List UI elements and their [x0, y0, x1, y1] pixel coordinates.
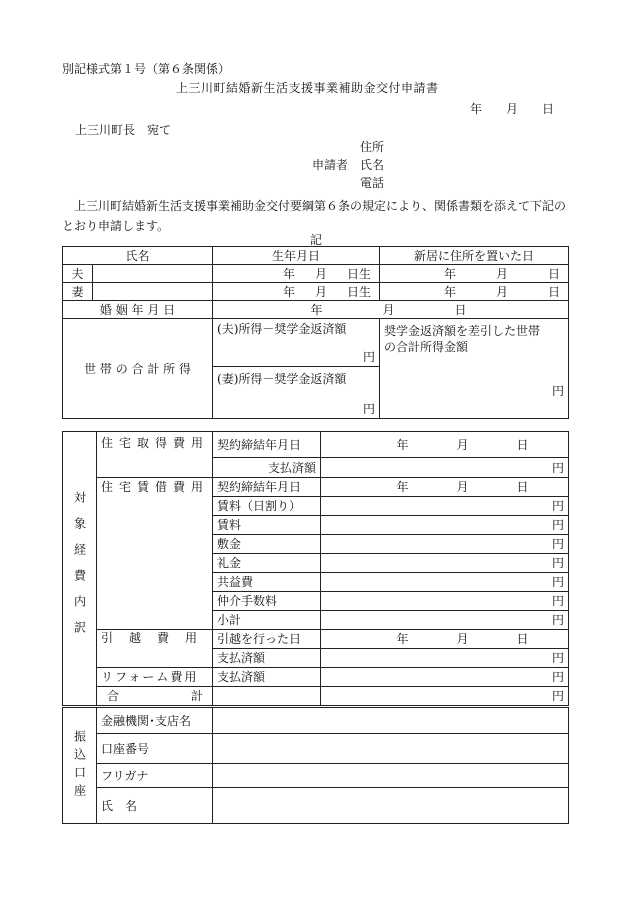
account-number-label: 口座番号: [97, 734, 213, 764]
rent-field[interactable]: [321, 516, 569, 535]
year-label: 年: [396, 632, 409, 646]
yen-label: 円: [551, 499, 564, 513]
month-label: 月: [456, 437, 469, 452]
husband-label: 夫: [63, 265, 93, 283]
applicant-label: 申請者: [312, 158, 349, 172]
wife-move-in-field[interactable]: [380, 283, 569, 301]
rent-label: 賃料: [213, 516, 321, 535]
phone-label: 電話: [360, 176, 385, 190]
bank-branch-label: 金融機関･支店名: [97, 708, 213, 734]
net-income-label: 奨学金返済額を差引した世帯の合計所得金額: [384, 324, 541, 354]
day-born-label: 日生: [347, 284, 372, 299]
year-label: 年: [310, 302, 323, 317]
common-fee-field[interactable]: [321, 573, 569, 592]
month-label: 月: [495, 266, 508, 281]
day-born-label: 日生: [347, 266, 372, 281]
year-label: 年: [282, 284, 295, 299]
yen-label: 円: [551, 518, 564, 532]
holder-name-label: 氏 名: [97, 788, 213, 824]
deposit-field[interactable]: [321, 535, 569, 554]
yen-label: 円: [551, 594, 564, 608]
purchase-contract-date-label: 契約締結年月日: [213, 432, 321, 458]
year-label: 年: [396, 480, 409, 494]
applicant-block: [312, 141, 384, 195]
day-label: 日: [516, 437, 529, 452]
month-label: 月: [456, 480, 469, 494]
husband-move-in-field[interactable]: [380, 265, 569, 283]
day-label: 日: [548, 266, 561, 281]
form-number: 別記様式第１号（第６条関係）: [62, 62, 231, 76]
moving-paid-field[interactable]: [321, 649, 569, 668]
wife-income-field[interactable]: [213, 367, 380, 419]
address-label: 住所: [360, 140, 385, 154]
month-label: 月: [314, 266, 327, 281]
year-label: 年: [282, 266, 295, 281]
header-move-in-date: 新居に住所を置いた日: [380, 247, 569, 265]
wife-income-label: (妻)所得－奨学金返済額: [217, 372, 347, 386]
yen-label: 円: [551, 537, 564, 551]
yen-label: 円: [551, 670, 564, 684]
yen-label: 円: [363, 402, 376, 416]
rent-daily-label: 賃料（日割り）: [213, 497, 321, 516]
year-label: 年: [443, 284, 456, 299]
bank-branch-field[interactable]: [213, 708, 569, 734]
month-label: 月: [495, 284, 508, 299]
wife-birthdate-field[interactable]: [213, 283, 380, 301]
yen-label: 円: [552, 384, 565, 398]
housing-purchase-label: 住宅取得費用: [97, 432, 213, 478]
yen-label: 円: [551, 613, 564, 627]
wife-name-field[interactable]: [93, 283, 213, 301]
husband-row: [63, 265, 569, 283]
wife-label: 妻: [63, 283, 93, 301]
total-label: 合計: [97, 687, 213, 706]
net-income-field[interactable]: [380, 319, 569, 419]
moving-label: 引越費用: [97, 630, 213, 668]
holder-name-field[interactable]: [213, 788, 569, 824]
year-label: 年: [443, 266, 456, 281]
purchase-paid-label: 支払済額: [213, 458, 321, 478]
moving-date-label: 引越を行った日: [213, 630, 321, 649]
month-label: 月: [456, 632, 469, 646]
furigana-label: フリガナ: [97, 764, 213, 788]
housing-rent-label: 住宅賃借費用: [97, 478, 213, 630]
addressee: 上三川町長 宛て: [75, 123, 172, 137]
subtotal-field[interactable]: [321, 611, 569, 630]
yen-label: 円: [551, 575, 564, 589]
expense-section-label: 対象経費内訳: [63, 432, 97, 706]
rent-contract-date-field[interactable]: [321, 478, 569, 497]
month-label: 月: [314, 284, 327, 299]
bank-section-label: 振込口座: [63, 708, 97, 824]
header-name: 氏名: [63, 247, 213, 265]
reform-paid-label: 支払済額: [213, 668, 321, 687]
common-fee-label: 共益費: [213, 573, 321, 592]
account-number-field[interactable]: [213, 734, 569, 764]
reform-label: リフォーム費用: [97, 668, 213, 687]
yen-label: 円: [363, 350, 376, 364]
moving-date-field[interactable]: [321, 630, 569, 649]
husband-birthdate-field[interactable]: [213, 265, 380, 283]
brokerage-field[interactable]: [321, 592, 569, 611]
marriage-date-field[interactable]: [213, 301, 569, 319]
furigana-field[interactable]: [213, 764, 569, 788]
household-income-label: 世 帯 の 合 計 所 得: [63, 319, 213, 419]
wife-row: [63, 283, 569, 301]
year-label: 年: [396, 437, 409, 452]
moving-paid-label: 支払済額: [213, 649, 321, 668]
key-money-field[interactable]: [321, 554, 569, 573]
yen-label: 円: [551, 651, 564, 665]
purchase-contract-date-field[interactable]: [321, 432, 569, 458]
husband-income-field[interactable]: [213, 319, 380, 367]
husband-income-label: (夫)所得－奨学金返済額: [217, 322, 347, 336]
name-label: 氏名: [360, 158, 385, 172]
total-field[interactable]: [321, 687, 569, 706]
husband-name-field[interactable]: [93, 265, 213, 283]
deposit-label: 敷金: [213, 535, 321, 554]
day-label: 日: [516, 480, 529, 494]
month-label: 月: [382, 302, 395, 317]
day-label: 日: [454, 302, 467, 317]
marriage-row: [63, 301, 569, 319]
header-birthdate: 生年月日: [213, 247, 380, 265]
yen-label: 円: [551, 689, 564, 703]
rent-contract-date-label: 契約締結年月日: [213, 478, 321, 497]
yen-label: 円: [551, 460, 564, 475]
day-label: 日: [516, 632, 529, 646]
bank-table: [62, 707, 569, 824]
expense-table: [62, 431, 569, 706]
subtotal-label: 小計: [213, 611, 321, 630]
application-date: 年 月 日: [470, 102, 555, 116]
day-label: 日: [548, 284, 561, 299]
rent-daily-field[interactable]: [321, 497, 569, 516]
body-text: 上三川町結婚新生活支援事業補助金交付要綱第６条の規定により、関係書類を添えて下記のとおり申請します。: [62, 199, 567, 233]
yen-label: 円: [551, 556, 564, 570]
reform-paid-field[interactable]: [321, 668, 569, 687]
brokerage-label: 仲介手数料: [213, 592, 321, 611]
marriage-date-label: 婚 姻 年 月 日: [63, 301, 213, 319]
applicant-table: [62, 246, 569, 419]
ki-heading: 記: [310, 233, 323, 247]
purchase-paid-field[interactable]: [321, 458, 569, 478]
key-money-label: 礼金: [213, 554, 321, 573]
document-title: 上三川町結婚新生活支援事業補助金交付申請書: [176, 81, 439, 95]
